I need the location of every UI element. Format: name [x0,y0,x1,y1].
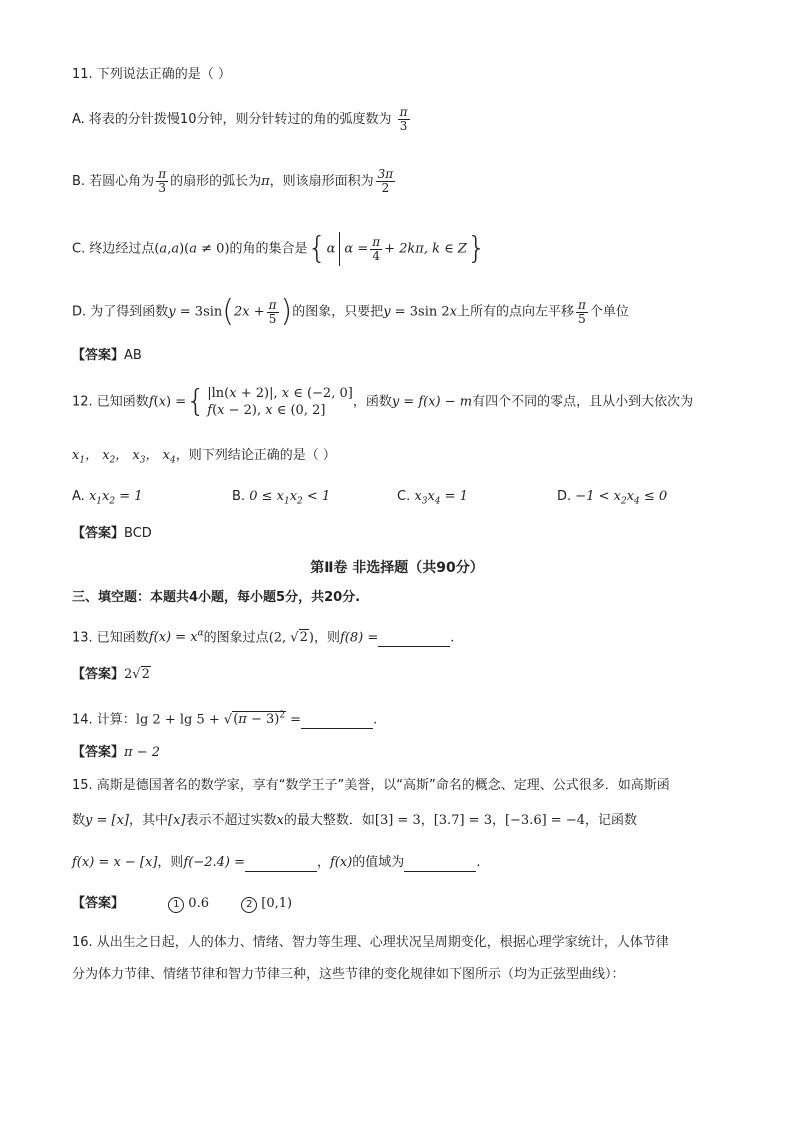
piecewise-brace: { [186,384,206,419]
q12-option-b [232,488,330,511]
right-brace: } [466,231,487,266]
section-heading: 三、填空题：本题共4小题，每小题5分，共20分. [72,590,361,605]
q13-stem2: 的图象过点 [203,630,269,646]
q16-line1: 16. 从出生之日起，人的体力、情绪、智力等生理、心理状况呈周期变化，根据心理学家统计，人体节律 [72,935,669,950]
q14-stem-text: 14. 计算： [72,712,136,728]
q15-line2d: 的最大整数．如 [283,813,375,828]
q14-answer-math: π − 2 [124,745,160,760]
math-set-tail: + 2kπ, k ∈ Z [384,241,467,257]
q11-b-text2: 的扇形的弧长为 [170,174,262,189]
q12-stem3: 有四个不同的零点，且从小到大依次为 [472,394,694,410]
q11-option-d [72,294,629,329]
q11-b-text1: B. 若圆心角为 [72,174,155,189]
q14-stem: 14. 计算：$\lg 2 + \lg 5 + √(\pi - 3)^2$ = . [72,711,378,728]
answer-tag: 【答案】 [72,348,125,363]
math-set-body: α = [344,241,369,257]
q12-opt-a-math: $x_1x_2 = 1$ [88,489,143,507]
math-fx: f [148,394,154,410]
math-gauss-y: y = [x] [85,813,129,828]
q11-option-a [72,106,412,133]
right-paren: ) [280,294,293,329]
math-power-func: $f(x) = x^\alpha$ [148,629,204,646]
q15-ans1: 0.6 [188,896,209,911]
q11-a-text: A. 将表的分针拨慢10分钟，则分针转过的角的弧度数为 [72,112,392,127]
answer-tag: 【答案】 [72,745,125,760]
q13-answer-math: 2√2 [124,667,150,682]
q12-answer-value: BCD [124,526,152,541]
q12-option-a [72,488,143,511]
q15-ans2: [0,1) [261,896,293,911]
math-x: x [276,813,284,828]
q15-line3c: 的值域为 [352,855,405,870]
q12-opt-d-label: D. [557,489,572,504]
q11-c-text2: 的角的集合是 [229,241,308,257]
math-lg-expr: $\lg 2 + \lg 5 + √(\pi - 3)^2$ = [135,711,302,728]
fraction-pi-over-4: $\frac{\pi}{4}$ [372,234,381,263]
q11-answer-value: AB [124,348,142,363]
math-eq: = 3sin [175,304,223,320]
q15-blank-2 [404,857,476,872]
left-brace: { [307,231,327,266]
answer-tag: 【答案】 [72,667,125,682]
math-x-list: $x_1$， $x_2$， $x_3$， $x_4$ [72,448,176,466]
left-paren: ( [222,294,234,329]
q11-b-text3: ，则该扇形面积为 [269,174,374,189]
math-examples: [3] = 3，[3.7] = 3，[−3.6] = −4 [374,813,585,828]
math-eq2: = 3sin 2x [390,304,458,320]
q11-option-b [72,168,397,195]
q12-option-c [397,488,468,511]
q12-opt-b-math: $0 \le x_1x_2 < 1$ [249,489,331,507]
q15-line3a: ，则 [157,855,184,870]
q15-line2c: 表示不超过实数 [185,813,277,828]
q12-opt-c-label: C. [397,489,411,504]
q13-stem1: 13. 已知函数 [72,630,149,646]
q12-stem1: 12. 已知函数 [72,394,149,410]
math-alpha: α [326,241,336,257]
math-point-sqrt2: (2, √2) [268,630,314,646]
q15-line2a: 数 [72,813,86,828]
math-pi: π [261,174,270,189]
q15-answer [72,895,292,913]
q12-opt-c-math: $x_3x_4 = 1$ [414,489,468,507]
fraction-pi-over-5: $\frac{\pi}{5}$ [578,297,586,326]
math-func-y: y [168,304,176,320]
q15-blank-1 [245,857,317,872]
q14-answer [72,744,160,762]
q11-d-text1: D. 为了得到函数 [72,304,169,320]
q12-stem [72,385,693,419]
q12-opt-d-math: $-1 < x_2x_4 \le 0$ [575,489,668,507]
q13-answer [72,666,151,684]
circled-2: 2 [241,897,257,913]
q11-answer [72,347,142,365]
q12-line2 [72,447,336,470]
math-point: (a,a)(a ≠ 0) [154,241,230,257]
q11-d-text2: 的图象，只要把 [292,304,384,320]
q12-stem2: ，函数 [352,394,392,410]
circled-1: 1 [168,897,184,913]
fraction-pi-over-5: $\frac{\pi}{5}$ [268,297,277,326]
math-fx-ref: f(x) [330,855,353,870]
answer-tag: 【答案】 [72,526,125,541]
math-fx-def: f(x) = x − [x] [72,855,158,870]
fraction-pi-over-3: $\frac{\pi}{3}$ [399,105,408,133]
math-y-eq: y = f(x) − m [391,394,473,410]
q13-stem: 13. 已知函数$f(x) = x^\alpha$的图象过点(2, √2)，则f(8) = . [72,629,455,646]
fraction-3pi-over-2: $\frac{3\pi}{2}$ [377,167,394,195]
q11-c-text1: C. 终边经过点 [72,241,155,257]
q11-option-c [72,232,486,266]
math-fx-arg: (x) = [153,394,187,410]
q16-line2: 分为体力节律、情绪节律和智力节律三种，这些节律的变化规律如下图所示（均为正弦型曲线）： [72,967,625,982]
q15-line3: f(x) = x − [x]，则f(−2.4) = ，f(x)的值域为 . [72,855,481,870]
math-f-neg24: f(−2.4) = [183,855,245,870]
q12-opt-b-label: B. [232,489,246,504]
q11-stem: 11. 下列说法正确的是（ ） [72,67,231,82]
math-bracket-x: [x] [168,813,186,828]
math-arg: 2x + [234,304,265,320]
q13-blank [378,632,450,647]
q11-d-text4: 个单位 [589,304,629,320]
q15-line2b: ，其中 [129,813,169,828]
answer-tag: 【答案】 [72,896,125,911]
math-func-y2: y [383,304,391,320]
q12-line2-text: ，则下列结论正确的是（ ） [175,448,336,463]
q12-option-d [557,488,667,511]
fraction-pi-over-3: $\frac{\pi}{3}$ [158,167,167,195]
q12-opt-a-label: A. [72,489,85,504]
q15-line3b: ， [316,855,330,870]
math-f8: f(8) = [339,630,379,646]
piecewise-cases [207,385,353,419]
case-2: f(x − 2), x ∈ (0, 2] [207,403,326,418]
q12-answer [72,525,152,543]
q14-blank [301,714,373,729]
q11-d-text3: 上所有的点向左平移 [457,304,575,320]
set-bar [339,232,340,266]
section-title: 第Ⅱ卷 非选择题（共90分） [310,560,484,576]
q15-line2 [72,812,637,830]
q15-line2e: ，记函数 [585,813,638,828]
q15-line1: 15. 高斯是德国著名的数学家，享有“数学王子”美誉，以“高斯”命名的概念、定理、公式很多．如高斯函 [72,778,670,793]
q13-stem3: ，则 [313,630,340,646]
case-1: |ln(x + 2)|, x ∈ (−2, 0] [207,386,353,401]
